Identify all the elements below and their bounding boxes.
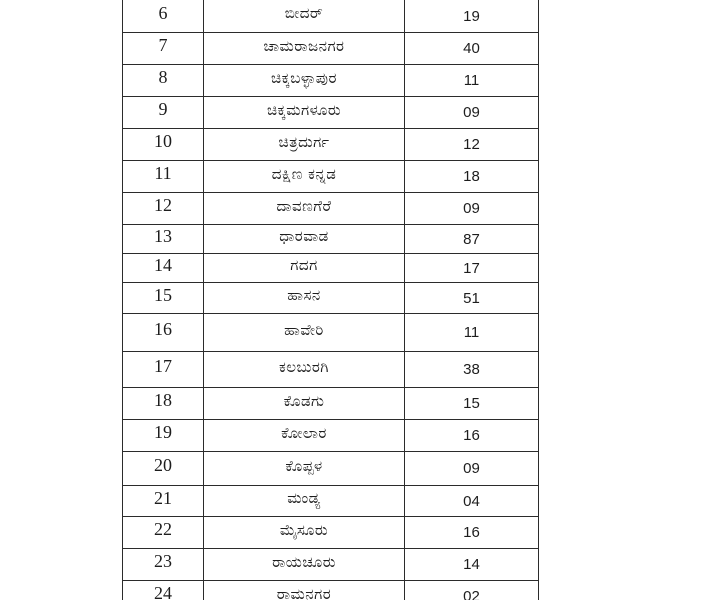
count-value: 04 [463,492,480,510]
count-value: 09 [463,200,480,217]
count-value: 38 [463,361,480,378]
district-name: ಹಾಸನ [287,286,321,304]
count-cell [405,486,539,517]
count-value: 14 [463,556,480,573]
table-row [123,517,539,549]
count-cell [405,420,539,452]
district-name: ಚಿಕ್ಕಮಗಳೂರು [266,100,342,119]
table-row [123,161,539,193]
count-cell [405,452,539,486]
district-name: ದಾವಣಗೆರೆ [276,196,332,215]
district-name-cell [204,314,405,352]
district-name: ಧಾರವಾಡ [279,227,329,245]
district-name-cell [204,193,405,225]
serial-number: 7 [158,35,168,55]
count-cell [405,33,539,65]
serial-number-cell [123,314,204,352]
serial-number-cell [123,517,204,549]
count-cell [405,161,539,193]
count-value: 11 [463,72,480,89]
serial-number: 23 [154,551,172,571]
count-cell [405,129,539,161]
serial-number: 22 [154,519,172,539]
table-row [123,0,539,33]
serial-number-cell [123,254,204,283]
serial-number: 17 [154,356,172,376]
district-name-cell [204,33,405,65]
count-value: 18 [463,168,480,185]
count-cell [405,388,539,420]
serial-number-cell [123,97,204,129]
table-row [123,254,539,283]
serial-number: 19 [154,422,172,442]
count-cell [405,517,539,549]
serial-number: 15 [154,284,172,305]
table-row [123,581,539,600]
district-name-cell [204,352,405,388]
count-cell [405,283,539,314]
count-cell [405,225,539,254]
district-name: ರಾಮನಗರ [276,584,332,600]
district-name: ಕೊಡಗು [283,391,325,410]
serial-number-cell [123,193,204,225]
district-name-cell [204,161,405,193]
serial-number-cell [123,420,204,452]
count-cell [405,97,539,129]
serial-number: 16 [154,319,172,339]
count-value: 17 [463,259,480,277]
serial-number: 12 [154,195,172,215]
serial-number-cell [123,0,204,33]
serial-number-cell [123,452,204,486]
serial-number-cell [123,581,204,600]
table-row [123,129,539,161]
serial-number: 10 [154,131,172,151]
serial-number: 6 [158,2,168,23]
table-row [123,225,539,254]
serial-number-cell [123,486,204,517]
count-cell [405,193,539,225]
table-row [123,193,539,225]
count-value: 51 [463,289,480,307]
district-name-cell [204,65,405,97]
serial-number-cell [123,161,204,193]
table-row [123,33,539,65]
count-value: 12 [463,136,480,153]
count-value: 87 [463,230,480,248]
serial-number: 21 [154,487,172,508]
district-name-cell [204,486,405,517]
district-name-cell [204,0,405,33]
count-value: 11 [463,324,480,341]
count-cell [405,314,539,352]
table-row [123,452,539,486]
district-name-cell [204,549,405,581]
count-value: 15 [463,395,480,412]
district-name-cell [204,225,405,254]
table-row [123,549,539,581]
district-name: ಮೈಸೂರು [279,520,329,539]
district-name: ಚಾಮರಾಜನಗರ [263,36,345,55]
count-value: 09 [463,460,480,477]
district-name: ಕೊಪ್ಪಳ [285,456,323,475]
table-row [123,486,539,517]
serial-number-cell [123,549,204,581]
district-name: ಹಾವೇರಿ [284,320,324,339]
district-name-cell [204,388,405,420]
serial-number: 24 [154,583,172,600]
count-cell [405,254,539,283]
table-row [123,283,539,314]
district-name-cell [204,581,405,600]
serial-number: 20 [154,455,172,475]
serial-number: 11 [154,163,172,183]
district-name-cell [204,420,405,452]
count-cell [405,549,539,581]
district-name-cell [204,129,405,161]
count-cell [405,581,539,600]
district-name: ಕಲಬುರಗಿ [278,357,330,376]
count-value: 40 [463,40,480,57]
district-name: ಕೋಲಾರ [281,423,327,442]
district-table [122,0,539,600]
serial-number: 8 [158,67,168,87]
table-row [123,314,539,352]
district-name-cell [204,97,405,129]
district-name: ಚಿತ್ರದುರ್ಗ [278,132,330,151]
table-row [123,65,539,97]
district-name-cell [204,254,405,283]
district-name: ಮಂಡ್ಯ [287,489,321,507]
district-name: ಗದಗ [290,256,318,274]
table-row [123,420,539,452]
district-name: ದಕ್ಷಿಣ ಕನ್ನಡ [271,164,337,183]
serial-number: 13 [154,225,172,246]
table-row [123,388,539,420]
serial-number-cell [123,65,204,97]
table-row [123,352,539,388]
count-value: 09 [463,104,480,121]
serial-number: 14 [154,254,172,275]
serial-number-cell [123,129,204,161]
district-name: ರಾಯಚೂರು [272,552,336,571]
district-name-cell [204,452,405,486]
district-name-cell [204,283,405,314]
count-cell [405,65,539,97]
count-value: 19 [463,7,480,25]
count-value: 16 [463,524,480,541]
serial-number-cell [123,352,204,388]
district-name: ಬೀದರ್ [284,4,324,22]
serial-number: 9 [158,99,168,119]
count-cell [405,352,539,388]
count-cell [405,0,539,33]
table-row [123,97,539,129]
count-value: 16 [463,427,480,444]
district-name-cell [204,517,405,549]
district-name: ಚಿಕ್ಕಬಳ್ಳಾಪುರ [271,68,337,87]
serial-number-cell [123,225,204,254]
count-value: 02 [463,588,480,600]
serial-number-cell [123,388,204,420]
serial-number-cell [123,33,204,65]
serial-number: 18 [154,390,172,410]
serial-number-cell [123,283,204,314]
